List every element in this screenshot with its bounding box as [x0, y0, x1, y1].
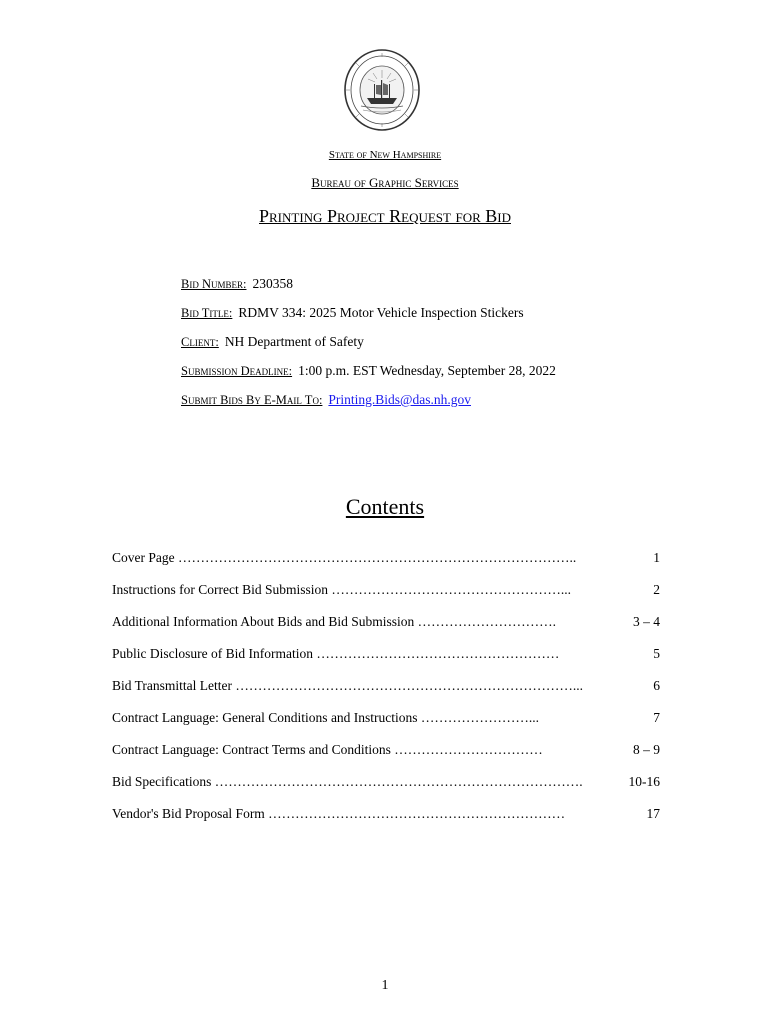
toc-page-number: 3 – 4: [633, 614, 660, 629]
contents-heading: Contents: [345, 494, 425, 519]
submit-email-row: [181, 392, 471, 408]
bid-number-value: 230358: [252, 276, 293, 291]
deadline-row: [181, 363, 556, 379]
toc-item[interactable]: [112, 646, 660, 666]
toc-page-number: 2: [653, 582, 660, 597]
toc-item[interactable]: [112, 582, 660, 602]
toc-item[interactable]: [112, 550, 660, 570]
toc-entry-label: Bid Transmittal Letter …………………………………………………………………...: [112, 678, 583, 693]
toc-page-number: 7: [653, 710, 660, 725]
toc-entry-label: Contract Language: Contract Terms and Conditions ……………………………: [112, 742, 543, 757]
client-label: Client:: [181, 335, 219, 349]
toc-item[interactable]: [112, 614, 660, 634]
toc-page-number: 10-16: [628, 774, 660, 789]
submit-email-link[interactable]: Printing.Bids@das.nh.gov: [328, 392, 471, 407]
toc-entry-label: Vendor's Bid Proposal Form …………………………………………………………: [112, 806, 566, 821]
toc-item[interactable]: [112, 678, 660, 698]
state-name: State of New Hampshire: [328, 149, 442, 161]
toc-item[interactable]: [112, 774, 660, 794]
submit-email-label: Submit Bids By E-Mail To:: [181, 393, 323, 407]
toc-entry-label: Instructions for Correct Bid Submission ……………………………………………...: [112, 582, 571, 597]
bid-number-row: [181, 276, 293, 292]
toc-item[interactable]: [112, 710, 660, 730]
toc-item[interactable]: [112, 806, 660, 826]
bid-number-label: Bid Number:: [181, 277, 247, 291]
toc-entry-label: Bid Specifications ……………………………………………………………………….: [112, 774, 583, 789]
toc-page-number: 1: [653, 550, 660, 565]
document-title: Printing Project Request for Bid: [259, 206, 511, 226]
bureau-name: Bureau of Graphic Services: [311, 175, 459, 190]
bid-title-value: RDMV 334: 2025 Motor Vehicle Inspection Stickers: [238, 305, 524, 320]
bid-title-label: Bid Title:: [181, 306, 233, 320]
bid-title-row: [181, 305, 524, 321]
page-number: 1: [381, 978, 389, 993]
client-value: NH Department of Safety: [224, 334, 364, 349]
toc-page-number: 5: [653, 646, 660, 661]
toc-page-number: 17: [646, 806, 660, 821]
toc-entry-label: Cover Page ……………………………………………………………………………..: [112, 550, 577, 565]
deadline-value: 1:00 p.m. EST Wednesday, September 28, 2022: [298, 363, 556, 378]
toc-entry-label: Contract Language: General Conditions and Instructions ……………………...: [112, 710, 540, 725]
toc-entry-label: Additional Information About Bids and Bid Submission ………………………….: [112, 614, 557, 629]
toc-page-number: 8 – 9: [633, 742, 660, 757]
state-seal-icon: [343, 48, 421, 132]
deadline-label: Submission Deadline:: [181, 364, 293, 378]
toc-entry-label: Public Disclosure of Bid Information ………………………………………………: [112, 646, 560, 661]
client-row: [181, 334, 364, 350]
toc-item[interactable]: [112, 742, 660, 762]
toc-page-number: 6: [653, 678, 660, 693]
